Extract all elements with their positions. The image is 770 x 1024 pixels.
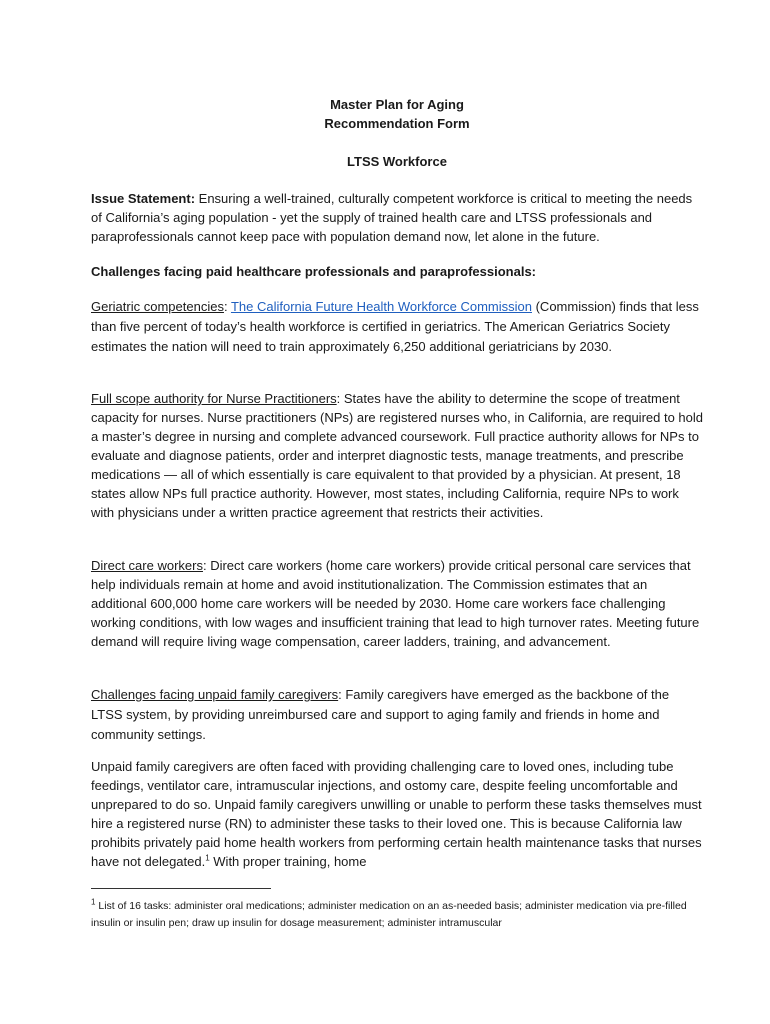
- footnote-number: 1: [91, 897, 96, 907]
- unpaid-label: Challenges facing unpaid family caregivers: [91, 687, 339, 702]
- challenges-heading-text: Challenges facing paid healthcare professionals and paraprofessionals:: [91, 264, 537, 279]
- dcw-paragraph: [91, 556, 703, 651]
- challenges-heading: [91, 262, 703, 281]
- title-line-2: Recommendation Form: [324, 116, 470, 131]
- unpaid2-text-b: With proper training, home: [209, 854, 367, 869]
- geriatric-text: (Commission) finds that less than five percent of today’s health workforce is certified in geriatrics. The American Geriatrics Society estimates the nation will need to train approximately 6,250 additional geriatricians by 2030.: [91, 299, 699, 354]
- footnote-divider: [91, 888, 271, 889]
- footnote-text: List of 16 tasks: administer oral medications; administer medication on an as-needed basis; administer medication via pre-filled insulin or insulin pen; draw up insulin for dosage measurement; administer intramuscular: [91, 900, 687, 929]
- subtitle-text: LTSS Workforce: [347, 154, 447, 169]
- unpaid2-text-a: Unpaid family caregivers are often faced with providing challenging care to loved ones, including tube feedings, ventilator care, intramuscular injections, and ostomy care, despite feeling uncomfortable and unprepared to do so. Unpaid family caregivers unwilling or unable to perform these tasks themselves must hire a registered nurse (RN) to administer these tasks to their loved one. This is because California law prohibits privately paid home health workers from performing certain health maintenance tasks that nurses have not delegated.: [91, 759, 702, 869]
- np-paragraph: [91, 389, 703, 522]
- footnote: [91, 898, 703, 932]
- unpaid-text: : Family caregivers have emerged as the backbone of the LTSS system, by providing unreimbursed care and support to aging family and friends in home and community settings.: [91, 687, 670, 742]
- geriatric-sep: :: [223, 299, 231, 314]
- geriatric-label: Geriatric competencies: [91, 299, 224, 314]
- issue-label: Issue Statement:: [91, 191, 196, 206]
- title-block: [91, 95, 703, 133]
- unpaid-paragraph-2: [91, 757, 703, 871]
- dcw-text: : Direct care workers (home care workers) provide critical personal care services that help individuals remain at home and avoid institutionalization. The Commission estimates that an additional 600,000 home care workers will be needed by 2030. Home care workers face challenging working conditions, with low wages and insufficient training that lead to high turnover rates. Meeting future demand will require living wage compensation, career ladders, training, and advancement.: [91, 558, 700, 649]
- issue-statement: [91, 189, 703, 246]
- subtitle: [91, 152, 703, 171]
- np-text: : States have the ability to determine the scope of treatment capacity for nurses. Nurse practitioners (NPs) are registered nurses who, in California, are required to hold a master’s degree in nursing and complete advanced coursework. Full practice authority allows for NPs to evaluate and diagnose patients, order and interpret diagnostic tests, manage treatments, and prescribe medications — all of which essentially is care equivalent to that provided by a physician. At present, 18 states allow NPs full practice authority. However, most states, including California, require NPs to work with physicians under a written practice agreement that restricts their activities.: [91, 391, 703, 520]
- issue-text: Ensuring a well-trained, culturally competent workforce is critical to meeting the needs of California’s aging population - yet the supply of trained health care and LTSS professionals and paraprofessionals cannot keep pace with population demand now, let alone in the future.: [91, 191, 693, 244]
- commission-link[interactable]: The California Future Health Workforce Commission: [230, 299, 532, 314]
- footnote-ref[interactable]: 1: [205, 853, 210, 863]
- title-line-1: Master Plan for Aging: [330, 97, 464, 112]
- unpaid-paragraph: [91, 685, 703, 745]
- geriatric-paragraph: [91, 297, 703, 357]
- np-label: Full scope authority for Nurse Practitioners: [91, 391, 337, 406]
- dcw-label: Direct care workers: [91, 558, 203, 573]
